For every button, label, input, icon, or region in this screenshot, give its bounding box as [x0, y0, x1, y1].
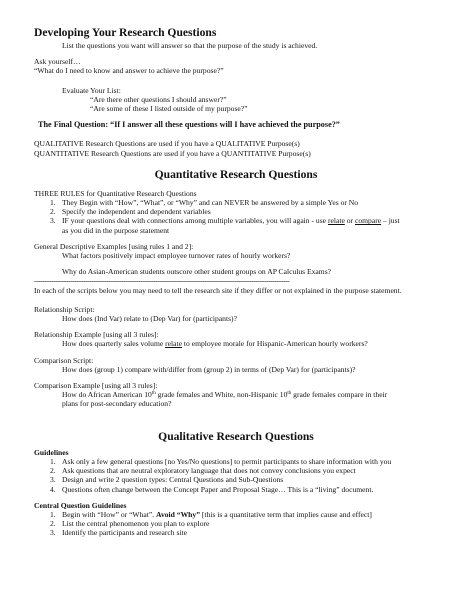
evaluate-question-1: “Are there other questions I should answer?” [90, 94, 227, 104]
comparison-example: How do African American 10th grade females and White, non-Hispanic 10th grade females compare in their plans for post-secondary education? [62, 390, 388, 409]
list-item: 2. List the central phenomenon you plan to explore [50, 519, 210, 529]
comparison-example-label: Comparison Example [using all 3 rules]: [34, 381, 158, 391]
list-item: 3. IF your questions deal with connections among multiple variables, you will again - use relate or compare – just as you did in the purpose statement [50, 216, 400, 235]
evaluate-label: Evaluate Your List: [62, 85, 121, 95]
final-question: The Final Question: “If I answer all these questions will I have achieved the purpose?” [38, 120, 340, 130]
quantitative-heading: Quantitative Research Questions [154, 167, 318, 181]
qualitative-purpose-line: QUALITATIVE Research Questions are used if you have a QUALITATIVE Purpose(s) [34, 139, 300, 149]
list-item: 4. Questions often change between the Concept Paper and Proposal Stage… This is a “living” document. [50, 484, 374, 494]
relationship-example: How does quarterly sales volume relate to employee morale for Hispanic-American hourly workers? [62, 339, 368, 349]
list-item: 1. They Begin with “How”, “What”, or “Why” and can NEVER be answered by a simple Yes or No [50, 198, 359, 208]
divider-line: ------------------------------------------------------------------------------------------------------------------------ [34, 276, 290, 286]
list-item: 2. Ask questions that are neutral exploratory language that does not convey conclusions you expect [50, 466, 356, 476]
central-guidelines-label: Central Question Guidelines [34, 500, 127, 510]
comparison-script: How does (group 1) compare with/differ from (group 2) in terms of (Dep Var) for (participants)? [62, 364, 356, 374]
rules-label: THREE RULES for Quantitative Research Questions [34, 188, 197, 198]
evaluate-question-2: “Are some of these I listed outside of my purpose?” [90, 104, 248, 114]
comparison-script-label: Comparison Script: [34, 355, 94, 365]
central-guidelines-list [34, 510, 438, 538]
relationship-example-label: Relationship Example [using all 3 rules]: [34, 330, 159, 340]
general-example-1: What factors positively impact employee turnover rates of hourly workers? [62, 251, 291, 261]
quantitative-rules-list [34, 198, 438, 235]
relationship-script-label: Relationship Script: [34, 304, 95, 314]
page-title: Developing Your Research Questions [34, 26, 217, 39]
quantitative-purpose-line: QUANTITATIVE Research Questions are used if you have a QUANTITATIVE Purpose(s) [34, 148, 311, 158]
qualitative-heading: Qualitative Research Questions [158, 429, 314, 443]
list-item: 3. Identify the participants and research site [50, 528, 188, 538]
guidelines-list [34, 457, 438, 494]
list-item: 1. Ask only a few general questions [no Yes/No questions] to permit participants to share information with you [50, 456, 392, 466]
guidelines-label: Guidelines [34, 447, 69, 457]
relationship-script: How does (Ind Var) relate to (Dep Var) for (participants)? [62, 314, 237, 324]
list-item: 2. Specify the independent and dependent variables [50, 207, 211, 217]
general-example-2: Why do Asian-American students outscore other student groups on AP Calculus Exams? [62, 267, 332, 277]
list-item: 3. Design and write 2 question types: Central Questions and Sub-Questions [50, 475, 284, 485]
ask-question: “What do I need to know and answer to achieve the purpose?” [34, 66, 224, 76]
general-examples-label: General Descriptive Examples [using rules 1 and 2]: [34, 241, 194, 251]
list-item: 1. Begin with “How” or “What”. Avoid “Why” [this is a quantitative term that implies cause and effect] [50, 509, 372, 519]
ask-label: Ask yourself… [34, 57, 81, 67]
intro-text: List the questions you want will answer so that the purpose of the study is achieved. [62, 41, 318, 50]
scripts-note: In each of the scripts below you may need to tell the research site if they differ or not explained in the purpose statement. [34, 285, 402, 295]
